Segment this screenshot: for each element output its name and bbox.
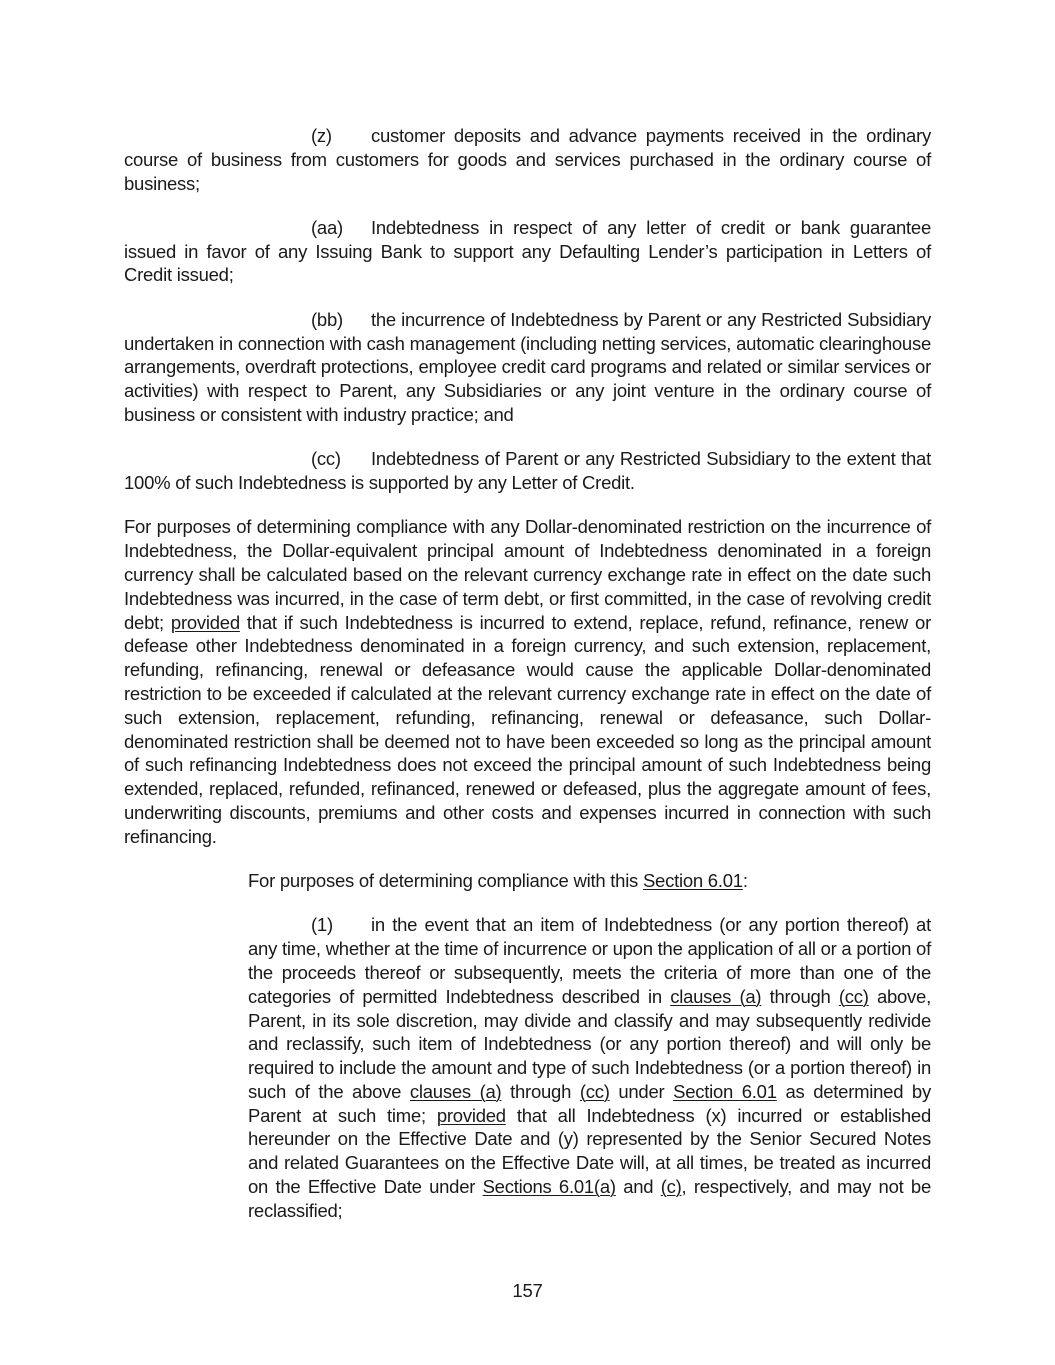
- paragraph-text: that if such Indebtedness is incurred to extend, replace, refund, refinance, renew or defease other Indebtedness denominated in a foreign currency, and such extension, replacement, refunding, refinancing, renewal or defeasance would cause the applicable Dollar-denominated restriction to be exceeded if calculated at the relevant currency exchange rate in effect on the date of such extension, replacement, refunding, refinancing, renewal or defeasance, such Dollar-denominated restriction shall be deemed not to have been exceeded so long as the principal amount of such refinancing Indebtedness does not exceed the principal amount of such Indebtedness being extended, replaced, refunded, refinanced, renewed or defeased, plus the aggregate amount of fees, underwriting discounts, premiums and other costs and expenses incurred in connection with such refinancing.: [124, 611, 931, 847]
- clause-label: (aa): [311, 216, 343, 238]
- compliance-intro: [124, 869, 931, 893]
- provided-term: provided: [436, 1104, 506, 1126]
- clause-text: Indebtedness of Parent or any Restricted Subsidiary to the extent that 100% of such Indebtedness is supported by any Letter of Credit.: [124, 448, 931, 494]
- clause-aa: [124, 216, 931, 287]
- section-reference: Sections 6.01(a): [482, 1176, 616, 1198]
- item-text: under: [609, 1080, 674, 1102]
- document-page: [124, 124, 931, 1243]
- item-text: through: [761, 985, 839, 1007]
- paragraph-text: For purposes of determining compliance with any Dollar-denominated restriction on the incurrence of Indebtedness, the Dollar-equivalent principal amount of Indebtedness denominated in a foreign currency shall be calculated based on the relevant currency exchange rate in effect on the date such Indebtedness was incurred, in the case of term debt, or first committed, in the case of revolving credit debt;: [124, 516, 931, 633]
- clause-text: customer deposits and advance payments received in the ordinary course of business from customers for goods and services purchased in the ordinary course of business;: [124, 125, 931, 194]
- item-label: (1): [311, 914, 333, 936]
- item-text: as determined by Parent at such time;: [248, 1080, 931, 1126]
- clause-reference: clauses (a): [670, 985, 762, 1007]
- intro-text: For purposes of determining compliance with this: [248, 870, 643, 892]
- clause-reference: (cc): [579, 1080, 610, 1102]
- clause-label: (cc): [311, 448, 341, 470]
- item-text: and: [615, 1176, 661, 1198]
- page-number: 157: [512, 1280, 543, 1301]
- section-reference: Section 6.01: [673, 1080, 777, 1102]
- section-reference: Section 6.01: [642, 870, 743, 892]
- provided-term: provided: [170, 611, 240, 633]
- clause-reference: (c): [660, 1176, 682, 1198]
- item-text: , respectively, and may not be reclassified;: [248, 1176, 931, 1221]
- item-1: [248, 913, 931, 1222]
- clause-reference: (cc): [838, 985, 869, 1007]
- clause-z: [124, 124, 931, 195]
- clause-cc: [124, 447, 931, 495]
- clause-label: (bb): [311, 308, 343, 330]
- clause-text: Indebtedness in respect of any letter of credit or bank guarantee issued in favor of any Issuing Bank to support any Defaulting Lender’s participation in Letters of Credit issued;: [124, 216, 931, 286]
- clause-reference: clauses (a): [409, 1080, 502, 1102]
- item-text: that all Indebtedness (x) incurred or established hereunder on the Effective Date and (y) represented by the Senior Secured Notes and related Guarantees on the Effective Date will, at all times, be treated as incurred on the Effective Date under: [248, 1104, 931, 1198]
- item-text: in the event that an item of Indebtedness (or any portion thereof) at any time, whether at the time of incurrence or upon the application of all or a portion of the proceeds thereof or subsequently, meets the criteria of more than one of the categories of permitted Indebtedness described in: [248, 914, 931, 1007]
- clause-label: (z): [311, 125, 332, 146]
- dollar-equivalent-paragraph: [124, 515, 931, 848]
- clause-bb: [124, 308, 931, 427]
- intro-suffix: :: [742, 870, 748, 892]
- clause-text: the incurrence of Indebtedness by Parent or any Restricted Subsidiary undertaken in connection with cash management (including netting services, automatic clearinghouse arrangements, overdraft protections, employee credit card programs and related or similar services or activities) with respect to Parent, any Subsidiaries or any joint venture in the ordinary course of business or consistent with industry practice; and: [124, 308, 931, 425]
- item-text: above, Parent, in its sole discretion, may divide and classify and may subsequently redivide and reclassify, such item of Indebtedness (or any portion thereof) and will only be required to include the amount and type of such Indebtedness (or a portion thereof) in such of the above: [248, 985, 931, 1102]
- item-text: through: [501, 1080, 580, 1102]
